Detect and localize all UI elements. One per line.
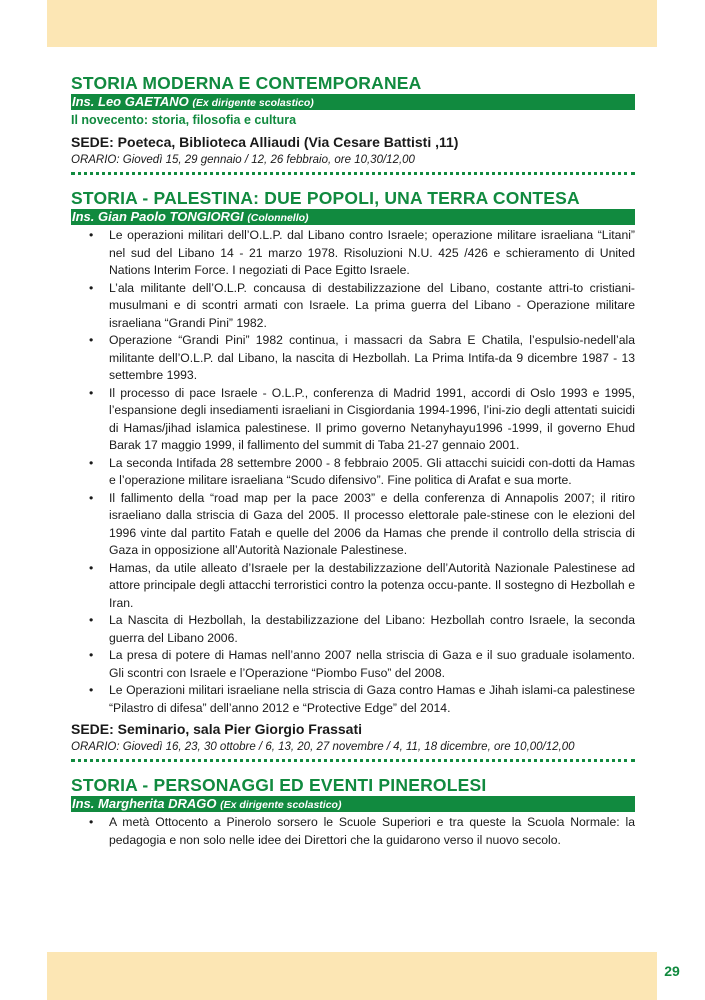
bullet-icon: • [89,385,94,400]
section-storia-moderna [71,72,635,175]
teacher-bar [71,796,635,812]
bullet-icon: • [89,560,94,575]
teacher-bar [71,209,635,225]
dotted-divider [71,759,635,762]
list-item: • La presa di potere di Hamas nell’anno 2007 nella striscia di Gaza e il suo graduale isolamento. Gli scontri con Israele e l’Operazione “Piombo Fuso” del 2008. [89,648,635,680]
teacher-note: (Ex dirigente scolastico) [192,97,314,109]
teacher-name: Ins. Leo GAETANO [72,94,189,109]
section-storia-pinerolesi [71,774,635,849]
section-title: STORIA MODERNA E CONTEMPORANEA [71,73,422,93]
bullet-icon: • [89,228,94,242]
bullet-icon: • [89,280,94,295]
bullet-icon: • [89,490,94,505]
list-item: • Le Operazioni militari israeliane nella striscia di Gaza contro Hamas e Jihah islami-ca palestinese “Pilastro di difesa” dell’anno 2012 e “Protective Edge” del 2014. [89,683,635,715]
teacher-name: Ins. Gian Paolo TONGIORGI [72,209,244,224]
bullet-icon: • [89,333,94,347]
list-item: • Le operazioni militari dell’O.L.P. dal Libano contro Israele; operazione militare israeliana “Litani” nel sud del Libano 14 - 21 marzo 1978. Risoluzioni N.U. 425 /426 e schieramento di United Nations Interim Force. I negoziati di Pace Egitto Israele. [89,228,635,277]
section-title: STORIA - PALESTINA: DUE POPOLI, UNA TERRA CONTESA [71,188,580,208]
bullet-icon: • [89,683,94,697]
section-storia-palestina [71,187,635,762]
orario-line: ORARIO: Giovedì 16, 23, 30 ottobre / 6, 13, 20, 27 novembre / 4, 11, 18 dicembre, ore 10,00/12,00 [71,741,575,753]
list-item: • Il fallimento della “road map per la pace 2003” e della conferenza di Annapolis 2007; il ritiro israeliano dalla striscia di Gaza del 2005. Il processo elettorale pale-stinese con le elezioni del 1996 vinte dal partito Fatah e quelle del 2006 da Hamas che prende il controllo della striscia di Gaza in opposizione all’Autorità Nazionale Palestinese. [89,490,635,557]
page-number: 29 [664,963,680,979]
page-content [71,72,635,849]
bullet-icon: • [89,613,94,627]
list-item: • Operazione “Grandi Pini” 1982 continua, i massacri da Sabra E Chatila, l’espulsio-nedell’ala militante dell’O.L.P. dal Libano, la nascita di Hezbollah. La Prima Intifa-da 9 dicembre 1987 - 13 settembre 1993. [89,333,635,382]
bullet-icon: • [89,455,94,470]
topic-list [71,227,635,717]
list-item: • Hamas, da utile alleato d’Israele per la destabilizzazione dell’Autorità Nazionale Palestinese ad attore principale degli attacchi terroristici contro la potenza occu-pante. Il sostegno di Hezbollah e Iran. [89,560,635,610]
list-item: • Il processo di pace Israele - O.L.P., conferenza di Madrid 1991, accordi di Oslo 1993 e 1995, l’espansione degli insediamenti israeliani in Cisgiordania 1994-1996, l’ini-zio degli attentati suicidi di Hamas/jihad islamica palestinese. Il primo governo Netanyhayu1996 -1999, il governo Ehud Barak 17 maggio 1999, il fallimento del summit di Taba 21-27 gennaio 2001. [89,385,635,452]
bullet-icon: • [89,815,94,829]
bottom-color-band [47,952,657,1000]
list-item: • La Nascita di Hezbollah, la destabilizzazione del Libano: Hezbollah contro Israele, la seconda guerra del Libano 2006. [89,613,635,645]
dotted-divider [71,172,635,175]
section-title: STORIA - PERSONAGGI ED EVENTI PINEROLESI [71,775,487,795]
bullet-icon: • [89,648,94,662]
list-item: • A metà Ottocento a Pinerolo sorsero le Scuole Superiori e tra queste la Scuola Normale: la pedagogia e non solo nelle idee dei Direttori che la guidarono verso il nuovo secolo. [89,815,635,847]
orario-line: ORARIO: Giovedì 15, 29 gennaio / 12, 26 febbraio, ore 10,30/12,00 [71,154,415,166]
sede-line: SEDE: Poeteca, Biblioteca Alliaudi (Via Cesare Battisti ,11) [71,134,459,150]
teacher-note: (Colonnello) [247,212,309,224]
course-subtitle: Il novecento: storia, filosofia e cultura [71,113,297,127]
list-item: • La seconda Intifada 28 settembre 2000 - 8 febbraio 2005. Gli attacchi suicidi con-dotti da Hamas e l’operazione militare israeliana “Scudo difensivo”. Fine politica di Arafat e sua morte. [89,455,635,487]
list-item: • L’ala militante dell’O.L.P. concausa di destabilizzazione del Libano, costante attri-to cristiani-musulmani e di scontri armati con Israele. La prima guerra del Libano - Operazione militare israeliana “Grandi Pini” 1982. [89,280,635,330]
topic-list [71,814,635,849]
top-color-band [47,0,657,47]
teacher-note: (Ex dirigente scolastico) [220,799,342,811]
teacher-bar [71,94,635,110]
sede-line: SEDE: Seminario, sala Pier Giorgio Frassati [71,721,362,737]
teacher-name: Ins. Margherita DRAGO [72,796,217,811]
